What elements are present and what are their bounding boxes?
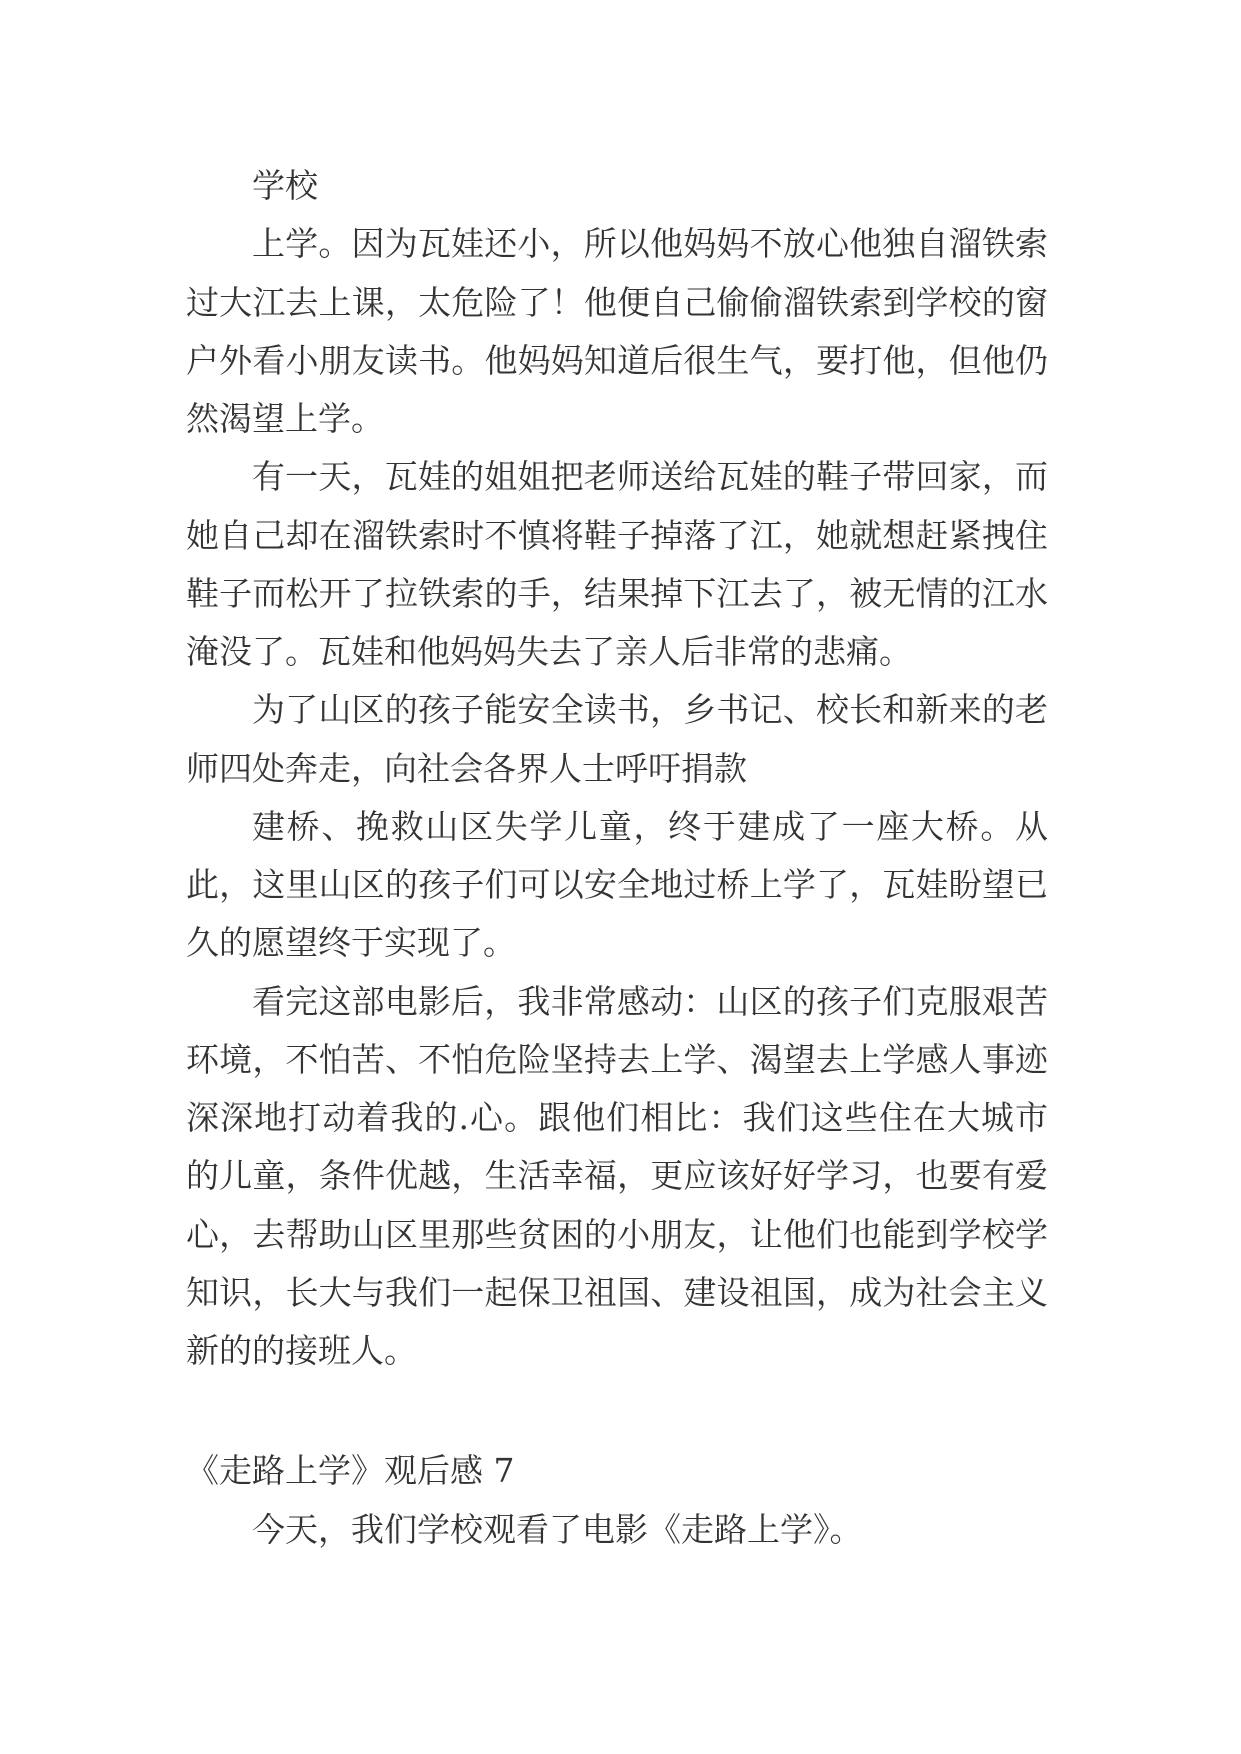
paragraph: 为了山区的孩子能安全读书，乡书记、校长和新来的老师四处奔走，向社会各界人士呼吁捐款 xyxy=(186,690,1048,788)
paragraph: 看完这部电影后，我非常感动：山区的孩子们克服艰苦环境，不怕苦、不怕危险坚持去上学、渴望去上学感人事迹深深地打动着我的.心。跟他们相比：我们这些住在大城市的儿童，条件优越，生活幸福，更应该好好学习，也要有爱心，去帮助山区里那些贫困的小朋友，让他们也能到学校学知识，长大与我们一起保卫祖国、建设祖国，成为社会主义新的的接班人。 xyxy=(186,981,1048,1370)
paragraph: 今天，我们学校观看了电影《走路上学》。 xyxy=(252,1509,863,1549)
paragraph: 有一天，瓦娃的姐姐把老师送给瓦娃的鞋子带回家，而她自己却在溜铁索时不慎将鞋子掉落了江，她就想赶紧拽住鞋子而松开了拉铁索的手，结果掉下江去了，被无情的江水淹没了。瓦娃和他妈妈失去了亲人后非常的悲痛。 xyxy=(186,457,1048,671)
document-body xyxy=(186,157,1048,1559)
paragraph: 学校 xyxy=(252,166,318,205)
paragraph: 上学。因为瓦娃还小，所以他妈妈不放心他独自溜铁索过大江去上课，太危险了！他便自己偷偷溜铁索到学校的窗户外看小朋友读书。他妈妈知道后很生气，要打他，但他仍然渴望上学。 xyxy=(186,224,1048,438)
section-heading: 《走路上学》观后感 7 xyxy=(186,1451,515,1491)
paragraph: 建桥、挽救山区失学儿童，终于建成了一座大桥。从此，这里山区的孩子们可以安全地过桥上学了，瓦娃盼望已久的愿望终于实现了。 xyxy=(186,806,1048,963)
